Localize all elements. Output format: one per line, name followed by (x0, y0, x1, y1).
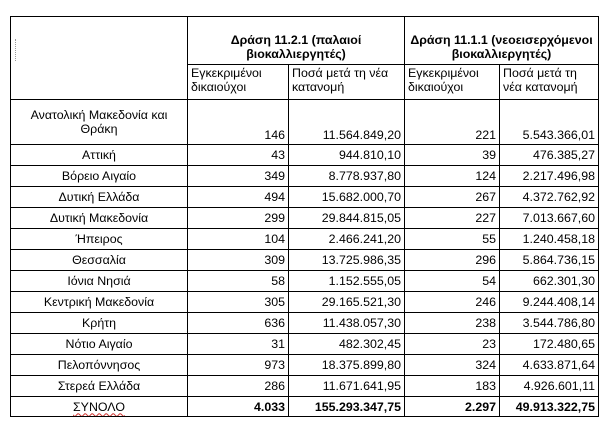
region-name-cell: Βόρειο Αιγαίο (11, 166, 188, 187)
beneficiaries-11-2-1-cell: 309 (188, 250, 289, 271)
beneficiaries-11-1-1-cell: 296 (405, 250, 500, 271)
beneficiaries-11-1-1-cell: 39 (405, 145, 500, 166)
amount-11-1-1-cell: 1.240.458,18 (500, 229, 599, 250)
amount-11-1-1-cell: 3.544.786,80 (500, 313, 599, 334)
table-row (11, 187, 599, 208)
table-row (11, 208, 599, 229)
group-header-action-11-1-1: Δράση 11.1.1 (νεοεισερχόμενοι βιοκαλλιεργητές) (405, 17, 599, 65)
amount-11-2-1-cell: 482.302,45 (289, 334, 405, 355)
table-row (11, 271, 599, 292)
region-name-cell: Θεσσαλία (11, 250, 188, 271)
beneficiaries-11-1-1-cell: 183 (405, 376, 500, 397)
table-row (11, 376, 599, 397)
beneficiaries-11-1-1-cell: 55 (405, 229, 500, 250)
col-header-approved-beneficiaries-2: Εγκεκριμένοι δικαιούχοι (405, 65, 500, 100)
amount-11-1-1-cell: 4.372.762,92 (500, 187, 599, 208)
amount-11-1-1-cell: 9.244.408,14 (500, 292, 599, 313)
table-row (11, 334, 599, 355)
col-header-amounts-1: Ποσά μετά τη νέα κατανομή (289, 65, 405, 100)
region-name-cell: Ιόνια Νησιά (11, 271, 188, 292)
beneficiaries-11-2-1-cell: 349 (188, 166, 289, 187)
beneficiaries-11-1-1-cell: 246 (405, 292, 500, 313)
beneficiaries-11-1-1-cell: 324 (405, 355, 500, 376)
empty-corner-cell (11, 17, 188, 100)
table-move-handle[interactable] (15, 39, 16, 61)
table-row (11, 313, 599, 334)
table-row (11, 100, 599, 145)
region-name-cell: Πελοπόννησος (11, 355, 188, 376)
region-name-cell: Ήπειρος (11, 229, 188, 250)
amount-11-1-1-cell: 4.926.601,11 (500, 376, 599, 397)
beneficiaries-11-1-1-cell: 23 (405, 334, 500, 355)
beneficiaries-11-1-1-cell: 227 (405, 208, 500, 229)
amount-11-2-1-cell: 1.152.555,05 (289, 271, 405, 292)
table-row (11, 355, 599, 376)
beneficiaries-11-2-1-cell: 43 (188, 145, 289, 166)
amount-11-1-1-cell: 2.217.496,98 (500, 166, 599, 187)
beneficiaries-11-2-1-cell: 973 (188, 355, 289, 376)
region-name-cell: Αττική (11, 145, 188, 166)
amount-11-2-1-cell: 11.438.057,30 (289, 313, 405, 334)
amount-11-2-1-cell: 11.564.849,20 (289, 100, 405, 145)
amount-11-2-1-cell: 2.466.241,20 (289, 229, 405, 250)
table-row (11, 250, 599, 271)
amount-11-1-1-cell: 4.633.871,64 (500, 355, 599, 376)
total-label: ΣΥΝΟΛΟ (11, 397, 188, 417)
beneficiaries-11-2-1-cell: 146 (188, 100, 289, 145)
budget-allocation-table (10, 16, 599, 417)
beneficiaries-11-1-1-cell: 54 (405, 271, 500, 292)
table-row (11, 292, 599, 313)
region-name-cell: Νότιο Αιγαίο (11, 334, 188, 355)
beneficiaries-11-2-1-cell: 58 (188, 271, 289, 292)
region-name-cell: Στερεά Ελλάδα (11, 376, 188, 397)
total-amount-11-2-1: 155.293.347,75 (289, 397, 405, 417)
group-header-action-11-2-1: Δράση 11.2.1 (παλαιοί βιοκαλλιεργητές) (188, 17, 405, 65)
amount-11-2-1-cell: 15.682.000,70 (289, 187, 405, 208)
total-row (11, 397, 599, 417)
amount-11-1-1-cell: 7.013.667,60 (500, 208, 599, 229)
beneficiaries-11-1-1-cell: 221 (405, 100, 500, 145)
total-beneficiaries-11-1-1: 2.297 (405, 397, 500, 417)
amount-11-2-1-cell: 29.844.815,05 (289, 208, 405, 229)
amount-11-1-1-cell: 662.301,30 (500, 271, 599, 292)
amount-11-2-1-cell: 8.778.937,80 (289, 166, 405, 187)
beneficiaries-11-2-1-cell: 494 (188, 187, 289, 208)
header-row-groups (11, 17, 599, 65)
beneficiaries-11-1-1-cell: 267 (405, 187, 500, 208)
col-header-amounts-2: Ποσά μετά τη νέα κατανομή (500, 65, 599, 100)
beneficiaries-11-2-1-cell: 636 (188, 313, 289, 334)
region-name-cell: Δυτική Ελλάδα (11, 187, 188, 208)
document-page (10, 16, 599, 417)
table-row (11, 166, 599, 187)
beneficiaries-11-2-1-cell: 299 (188, 208, 289, 229)
amount-11-2-1-cell: 944.810,10 (289, 145, 405, 166)
table-row (11, 229, 599, 250)
beneficiaries-11-2-1-cell: 31 (188, 334, 289, 355)
amount-11-2-1-cell: 13.725.986,35 (289, 250, 405, 271)
amount-11-1-1-cell: 172.480,65 (500, 334, 599, 355)
region-name-cell: Δυτική Μακεδονία (11, 208, 188, 229)
table-row (11, 145, 599, 166)
amount-11-2-1-cell: 11.671.641,95 (289, 376, 405, 397)
region-name-cell: Κρήτη (11, 313, 188, 334)
amount-11-2-1-cell: 18.375.899,80 (289, 355, 405, 376)
beneficiaries-11-1-1-cell: 124 (405, 166, 500, 187)
beneficiaries-11-1-1-cell: 238 (405, 313, 500, 334)
beneficiaries-11-2-1-cell: 104 (188, 229, 289, 250)
region-name-cell: Ανατολική Μακεδονία και Θράκη (11, 100, 188, 145)
total-amount-11-1-1: 49.913.322,75 (500, 397, 599, 417)
total-beneficiaries-11-2-1: 4.033 (188, 397, 289, 417)
amount-11-1-1-cell: 476.385,27 (500, 145, 599, 166)
beneficiaries-11-2-1-cell: 305 (188, 292, 289, 313)
beneficiaries-11-2-1-cell: 286 (188, 376, 289, 397)
region-name-cell: Κεντρική Μακεδονία (11, 292, 188, 313)
amount-11-1-1-cell: 5.543.366,01 (500, 100, 599, 145)
amount-11-2-1-cell: 29.165.521,30 (289, 292, 405, 313)
amount-11-1-1-cell: 5.864.736,15 (500, 250, 599, 271)
col-header-approved-beneficiaries-1: Εγκεκριμένοι δικαιούχοι (188, 65, 289, 100)
